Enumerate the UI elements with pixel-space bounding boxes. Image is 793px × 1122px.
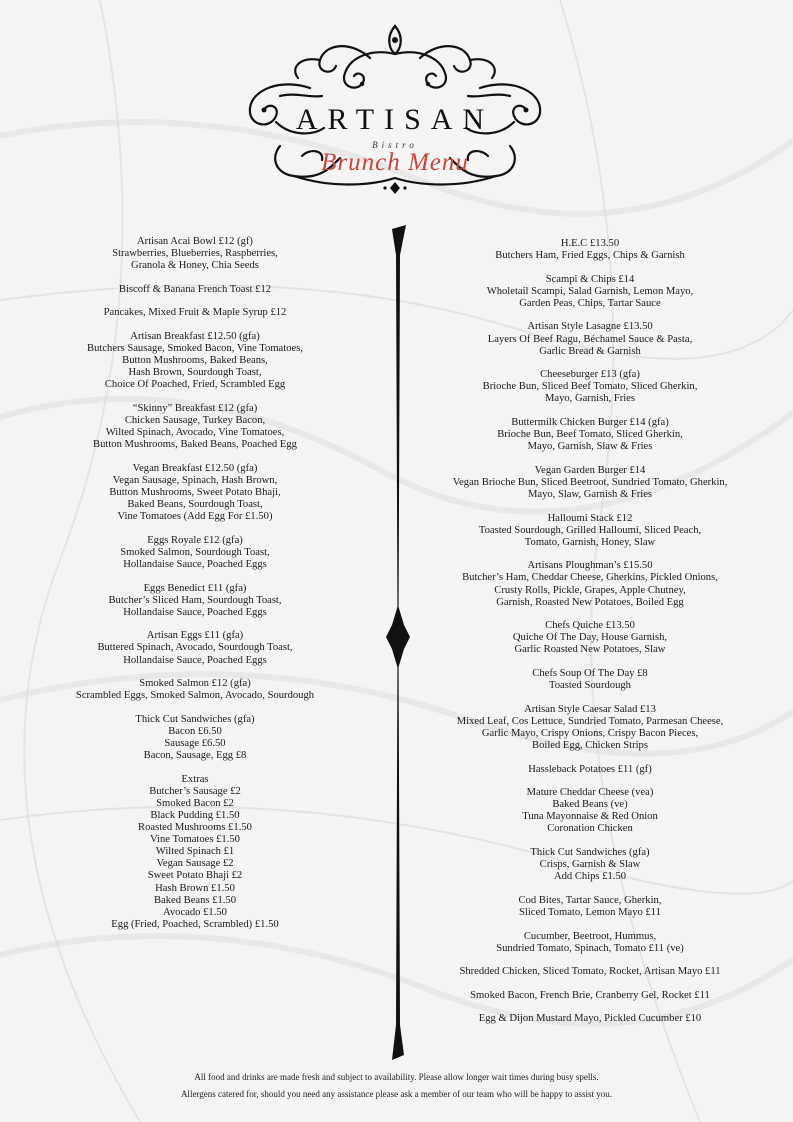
menu-line: Shredded Chicken, Sliced Tomato, Rocket, Artisan Mayo £11 xyxy=(459,966,721,978)
menu-line: Roasted Mushrooms £1.50 xyxy=(138,822,252,834)
menu-line: Cod Bites, Tartar Sauce, Gherkin, xyxy=(518,894,662,906)
menu-item xyxy=(40,463,350,523)
menu-line: Crusty Rolls, Pickle, Grapes, Apple Chutney, xyxy=(494,584,686,596)
menu-line: Hollandaise Sauce, Poached Eggs xyxy=(123,654,267,666)
menu-line: “Skinny” Breakfast £12 (gfa) xyxy=(132,402,258,414)
menu-item xyxy=(440,966,740,978)
menu-item xyxy=(440,238,740,262)
menu-line: Artisan Breakfast £12.50 (gfa) xyxy=(130,330,260,342)
menu-line: Garlic Bread & Garnish xyxy=(539,345,641,357)
menu-line: Biscoff & Banana French Toast £12 xyxy=(118,283,272,295)
menu-line: Cucumber, Beetroot, Hummus, xyxy=(523,930,657,942)
menu-line: Garnish, Roasted New Potatoes, Boiled Egg xyxy=(496,596,684,608)
menu-item xyxy=(440,787,740,835)
menu-line: Baked Beans, Sourdough Toast, xyxy=(127,499,263,511)
menu-item xyxy=(40,714,350,762)
menu-line: Thick Cut Sandwiches (gfa) xyxy=(530,847,650,859)
menu-line: Egg & Dijon Mustard Mayo, Pickled Cucumber £10 xyxy=(478,1013,702,1025)
menu-item xyxy=(440,895,740,919)
menu-line: Bacon £6.50 xyxy=(168,725,222,737)
menu-line: Vine Tomatoes (Add Egg For £1.50) xyxy=(117,511,273,523)
menu-line: Sliced Tomato, Lemon Mayo £11 xyxy=(519,906,661,918)
menu-line: Halloumi Stack £12 xyxy=(547,512,633,524)
menu-line: Button Mushrooms, Sweet Potato Bhaji, xyxy=(109,487,281,498)
menu-item xyxy=(440,668,740,692)
menu-item xyxy=(40,535,350,571)
menu-line: Strawberries, Blueberries, Raspberries, xyxy=(112,248,278,260)
menu-header xyxy=(240,18,550,198)
menu-line: Chicken Sausage, Turkey Bacon, xyxy=(124,415,266,427)
menu-line: Sausage £6.50 xyxy=(164,738,226,749)
menu-line: Choice Of Poached, Fried, Scrambled Egg xyxy=(104,379,286,391)
menu-line: Vine Tomatoes £1.50 xyxy=(150,834,240,846)
menu-line: Butchers Sausage, Smoked Bacon, Vine Tomatoes, xyxy=(87,343,303,355)
menu-line: Smoked Bacon £2 xyxy=(156,797,234,809)
menu-line: Cheeseburger £13 (gfa) xyxy=(540,369,640,381)
menu-line: Toasted Sourdough xyxy=(549,680,631,692)
menu-line: Extras xyxy=(181,773,209,785)
menu-line: Toasted Sourdough, Grilled Halloumi, Sliced Peach, xyxy=(478,524,702,536)
menu-line: Mayo, Garnish, Slaw & Fries xyxy=(527,441,653,453)
menu-line: Butcher’s Ham, Cheddar Cheese, Gherkins, Pickled Onions, xyxy=(462,572,718,584)
menu-line: Chefs Soup Of The Day £8 xyxy=(532,668,648,680)
menu-line: Boiled Egg, Chicken Strips xyxy=(532,740,648,751)
menu-line: Black Pudding £1.50 xyxy=(150,809,240,821)
menu-line: Sweet Potato Bhaji £2 xyxy=(147,870,243,882)
menu-line: Add Chips £1.50 xyxy=(553,871,627,883)
menu-line: Quiche Of The Day, House Garnish, xyxy=(512,632,668,644)
menu-line: Vegan Breakfast £12.50 (gfa) xyxy=(132,462,258,474)
menu-line: Avocado £1.50 xyxy=(163,906,227,918)
menu-item xyxy=(40,403,350,451)
left-menu-column xyxy=(40,236,350,942)
menu-line: Garlic Roasted New Potatoes, Slaw xyxy=(514,644,666,656)
menu-item xyxy=(440,931,740,955)
menu-line: Garden Peas, Chips, Tartar Sauce xyxy=(519,297,661,309)
menu-line: Artisan Acai Bowl £12 (gf) xyxy=(137,236,253,247)
menu-line: Brioche Bun, Sliced Beef Tomato, Sliced Gherkin, xyxy=(482,381,698,393)
menu-line: Pancakes, Mixed Fruit & Maple Syrup £12 xyxy=(103,307,287,319)
menu-item xyxy=(440,1013,740,1025)
menu-line: Brioche Bun, Beef Tomato, Sliced Gherkin, xyxy=(497,429,683,441)
menu-line: Eggs Benedict £11 (gfa) xyxy=(143,582,247,594)
menu-line: Crisps, Garnish & Slaw xyxy=(539,859,641,871)
menu-line: Smoked Salmon £12 (gfa) xyxy=(139,678,251,690)
column-divider xyxy=(380,225,416,1060)
menu-item xyxy=(40,307,350,319)
menu-line: Buttered Spinach, Avocado, Sourdough Toast, xyxy=(97,642,293,654)
menu-item xyxy=(40,774,350,931)
menu-line: Sundried Tomato, Spinach, Tomato £11 (ve) xyxy=(496,942,684,954)
menu-item xyxy=(440,620,740,656)
menu-line: Scampi & Chips £14 xyxy=(545,273,635,285)
menu-item xyxy=(440,513,740,549)
footer-allergen-note: Allergens catered for, should you need any assistance please ask a member of our team who will be happy to assist you. xyxy=(180,1089,613,1099)
menu-line: Button Mushrooms, Baked Beans, xyxy=(122,355,268,367)
menu-line: Smoked Salmon, Sourdough Toast, xyxy=(120,546,270,558)
menu-line: Scrambled Eggs, Smoked Salmon, Avocado, Sourdough xyxy=(75,690,315,702)
menu-item xyxy=(440,417,740,453)
menu-item xyxy=(40,583,350,619)
menu-line: Hash Brown £1.50 xyxy=(155,882,235,894)
menu-line: Vegan Garden Burger £14 xyxy=(534,464,646,476)
menu-line: Button Mushrooms, Baked Beans, Poached Egg xyxy=(93,439,297,451)
menu-line: Vegan Sausage, Spinach, Hash Brown, xyxy=(112,474,278,486)
menu-line: Hollandaise Sauce, Poached Eggs xyxy=(123,558,267,570)
menu-item xyxy=(440,560,740,608)
menu-line: Wilted Spinach £1 xyxy=(155,846,235,858)
menu-line: Tomato, Garnish, Honey, Slaw xyxy=(524,536,656,548)
menu-item xyxy=(40,331,350,391)
menu-line: Egg (Fried, Poached, Scrambled) £1.50 xyxy=(111,918,279,930)
menu-item xyxy=(440,274,740,310)
menu-item xyxy=(440,465,740,501)
menu-item xyxy=(440,847,740,883)
menu-line: Baked Beans £1.50 xyxy=(153,894,237,906)
menu-line: Granola & Honey, Chia Seeds xyxy=(131,260,259,272)
menu-line: Wholetail Scampi, Salad Garnish, Lemon Mayo, xyxy=(486,285,694,297)
menu-title: Brunch Menu xyxy=(321,149,469,176)
menu-footer xyxy=(0,1069,793,1103)
menu-line: Artisan Eggs £11 (gfa) xyxy=(146,630,244,642)
menu-line: Hollandaise Sauce, Poached Eggs xyxy=(123,606,267,618)
footer-availability-note: All food and drinks are made fresh and subject to availability. Please allow longer wait times during busy spells. xyxy=(194,1072,599,1082)
menu-item xyxy=(440,704,740,752)
menu-item xyxy=(440,990,740,1002)
menu-line: Artisan Style Caesar Salad £13 xyxy=(524,703,656,715)
menu-item xyxy=(440,764,740,776)
menu-line: H.E.C £13.50 xyxy=(560,238,620,249)
menu-line: Wilted Spinach, Avocado, Vine Tomatoes, xyxy=(105,427,285,439)
menu-line: Thick Cut Sandwiches (gfa) xyxy=(135,713,255,725)
menu-line: Baked Beans (ve) xyxy=(552,799,628,811)
menu-item xyxy=(40,284,350,296)
menu-line: Chefs Quiche £13.50 xyxy=(545,620,635,632)
menu-line: Mixed Leaf, Cos Lettuce, Sundried Tomato, Parmesan Cheese, xyxy=(456,715,724,727)
menu-line: Artisans Ploughman’s £15.50 xyxy=(527,560,653,572)
right-menu-column xyxy=(440,238,740,1037)
menu-item xyxy=(40,630,350,666)
menu-line: Butchers Ham, Fried Eggs, Chips & Garnish xyxy=(495,250,685,262)
menu-item xyxy=(40,678,350,702)
menu-line: Layers Of Beef Ragu, Béchamel Sauce & Pasta, xyxy=(487,333,693,345)
menu-line: Vegan Sausage £2 xyxy=(156,858,234,870)
brand-tagline: Bistro xyxy=(372,140,418,150)
menu-line: Eggs Royale £12 (gfa) xyxy=(147,534,243,546)
menu-line: Smoked Bacon, French Brie, Cranberry Gel, Rocket £11 xyxy=(470,989,710,1001)
menu-item xyxy=(440,369,740,405)
menu-line: Mayo, Slaw, Garnish & Fries xyxy=(527,489,653,500)
menu-line: Hash Brown, Sourdough Toast, xyxy=(128,367,262,379)
menu-line: Buttermilk Chicken Burger £14 (gfa) xyxy=(511,417,669,429)
menu-line: Butcher’s Sausage £2 xyxy=(149,785,241,797)
menu-line: Butcher’s Sliced Ham, Sourdough Toast, xyxy=(108,594,282,606)
menu-line: Mature Cheddar Cheese (vea) xyxy=(526,787,654,799)
menu-line: Tuna Mayonnaise & Red Onion xyxy=(522,811,658,823)
menu-line: Hassleback Potatoes £11 (gf) xyxy=(528,763,652,775)
menu-item xyxy=(40,236,350,272)
menu-line: Coronation Chicken xyxy=(547,823,633,835)
menu-line: Artisan Style Lasagne £13.50 xyxy=(527,321,653,333)
brand-name: ARTISAN xyxy=(295,103,495,136)
menu-line: Vegan Brioche Bun, Sliced Beetroot, Sundried Tomato, Gherkin, xyxy=(452,476,728,488)
menu-line: Garlic Mayo, Crispy Onions, Crispy Bacon Pieces, xyxy=(481,727,699,739)
menu-item xyxy=(440,321,740,357)
menu-line: Mayo, Garnish, Fries xyxy=(544,393,636,405)
menu-line: Bacon, Sausage, Egg £8 xyxy=(143,750,247,762)
